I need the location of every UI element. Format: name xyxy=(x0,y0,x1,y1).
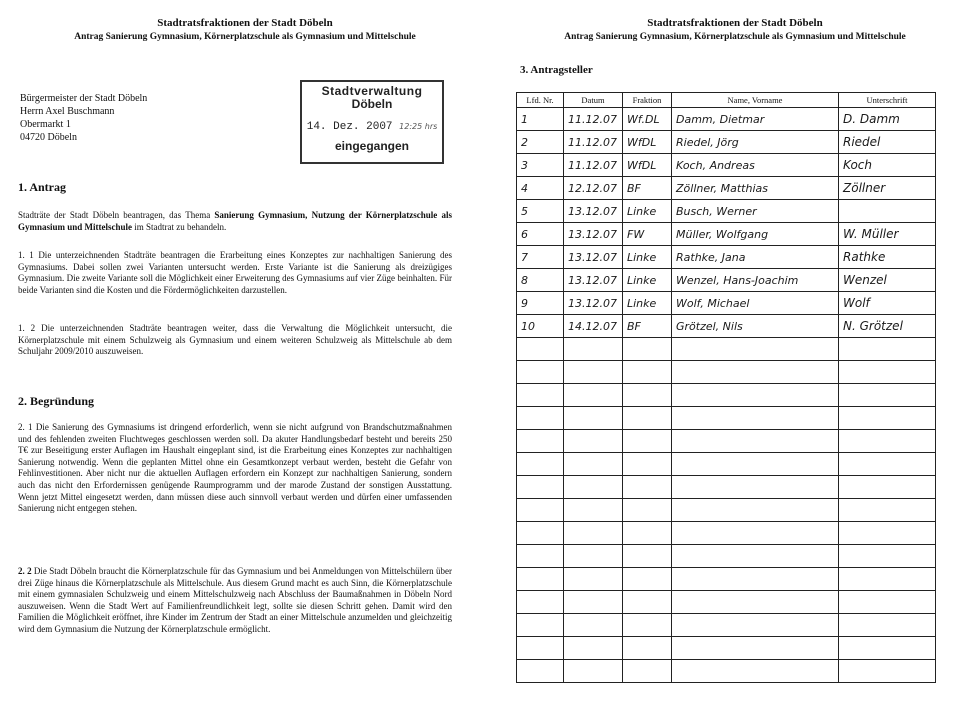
section3-title: 3. Antragsteller xyxy=(520,64,593,76)
cell-empty xyxy=(839,591,936,614)
table-row-empty xyxy=(517,660,936,683)
received-stamp xyxy=(300,80,444,164)
cell-signature: Riedel xyxy=(839,131,936,154)
cell-empty xyxy=(517,338,564,361)
header-subtitle: Antrag Sanierung Gymnasium, Körnerplatzschule als Gymnasium und Mittelschule xyxy=(74,32,416,42)
cell-datum: 11.12.07 xyxy=(564,154,623,177)
table-row-empty xyxy=(517,453,936,476)
table-row-empty xyxy=(517,430,936,453)
col-header-nr: Lfd. Nr. xyxy=(517,93,564,108)
cell-empty xyxy=(623,660,672,683)
cell-signature: D. Damm xyxy=(839,108,936,131)
cell-name: Damm, Dietmar xyxy=(672,108,839,131)
cell-empty xyxy=(623,568,672,591)
cell-datum: 12.12.07 xyxy=(564,177,623,200)
cell-empty xyxy=(672,614,839,637)
table-row-empty xyxy=(517,591,936,614)
cell-empty xyxy=(672,407,839,430)
cell-empty xyxy=(623,637,672,660)
col-header-fraktion: Fraktion xyxy=(623,93,672,108)
stamp-line2: Döbeln xyxy=(351,97,393,111)
table-row xyxy=(517,292,936,315)
cell-fraktion: Wf.DL xyxy=(623,108,672,131)
section2-title: 2. Begründung xyxy=(18,394,95,408)
cell-empty xyxy=(517,407,564,430)
cell-empty xyxy=(623,499,672,522)
cell-empty xyxy=(672,361,839,384)
cell-name: Wolf, Michael xyxy=(672,292,839,315)
cell-empty xyxy=(839,338,936,361)
cell-empty xyxy=(672,453,839,476)
cell-empty xyxy=(623,591,672,614)
cell-empty xyxy=(623,545,672,568)
cell-empty xyxy=(564,545,623,568)
cell-nr: 4 xyxy=(517,177,564,200)
cell-datum: 11.12.07 xyxy=(564,131,623,154)
cell-empty xyxy=(839,614,936,637)
recipient-address xyxy=(20,92,147,144)
stamp-date: 14. Dez. 2007 xyxy=(306,121,393,133)
cell-empty xyxy=(623,361,672,384)
header-subtitle-right: Antrag Sanierung Gymnasium, Körnerplatzschule als Gymnasium und Mittelschule xyxy=(564,32,906,42)
cell-nr: 7 xyxy=(517,246,564,269)
cell-empty xyxy=(564,407,623,430)
cell-fraktion: Linke xyxy=(623,292,672,315)
table-row-empty xyxy=(517,361,936,384)
cell-name: Rathke, Jana xyxy=(672,246,839,269)
cell-empty xyxy=(839,522,936,545)
cell-empty xyxy=(517,499,564,522)
recipient-line: Herrn Axel Buschmann xyxy=(20,106,115,117)
cell-empty xyxy=(839,453,936,476)
cell-empty xyxy=(517,660,564,683)
cell-empty xyxy=(564,361,623,384)
cell-empty xyxy=(623,476,672,499)
cell-empty xyxy=(672,338,839,361)
cell-datum: 11.12.07 xyxy=(564,108,623,131)
cell-empty xyxy=(564,499,623,522)
cell-datum: 14.12.07 xyxy=(564,315,623,338)
stamp-line1: Stadtverwaltung xyxy=(321,84,423,98)
cell-name: Müller, Wolfgang xyxy=(672,223,839,246)
cell-signature: W. Müller xyxy=(839,223,936,246)
cell-empty xyxy=(564,384,623,407)
paragraph-2-1: 2. 1 Die Sanierung des Gymnasiums ist dringend erforderlich, wenn sie nicht aufgrund von Brandschutzmaßnahmen und des fehlenden zweiten Fluchtweges geschlossen werden soll. Da akuter Handlungsbedarf besteht und bereits 250 T€ zur Beseitigung erster Auflagen im Haushalt eingeplant sind, ist die Erarbeitung eines Konzeptes zur nachhaltigen Sanierung notwendig. Wenn die geplanten Mittel ohne ein Gesamtkonzept verbaut werden, besteht die Gefahr von Fehlinvestitionen. Aber nicht nur die aktuellen Auflagen erfordern ein Konzept zur nachhaltigen Sanierung, sondern auch das nicht den Erfordernissen genügende Raumprogramm und der marode Zustand der sonstigen Ausstattung. Wenn jetzt Mittel eingesetzt werden, dann müssen diese auch sinnvoll verbaut werden und dürfen einer umfassenden Sanierung nicht entgegen stehen. xyxy=(18,422,452,514)
cell-datum: 13.12.07 xyxy=(564,223,623,246)
cell-empty xyxy=(839,660,936,683)
cell-empty xyxy=(623,384,672,407)
cell-signature: Wenzel xyxy=(839,269,936,292)
applicants-table-body xyxy=(517,108,936,683)
cell-nr: 9 xyxy=(517,292,564,315)
table-row xyxy=(517,269,936,292)
intro-text: Stadträte der Stadt Döbeln beantragen, das Thema xyxy=(18,210,215,220)
cell-empty xyxy=(623,338,672,361)
cell-empty xyxy=(517,476,564,499)
cell-empty xyxy=(564,338,623,361)
document-header xyxy=(0,17,490,42)
cell-empty xyxy=(623,453,672,476)
intro-bold-text: Sanierung Gymnasium, Nutzung der Körnerplatzschule als Gymnasium und Mittelschule xyxy=(18,210,452,232)
cell-empty xyxy=(672,430,839,453)
table-row xyxy=(517,154,936,177)
table-row-empty xyxy=(517,499,936,522)
table-row-empty xyxy=(517,476,936,499)
cell-empty xyxy=(564,430,623,453)
cell-empty xyxy=(517,453,564,476)
stamp-date-row xyxy=(302,121,442,133)
cell-name: Koch, Andreas xyxy=(672,154,839,177)
table-row-empty xyxy=(517,614,936,637)
paragraph-2-2 xyxy=(18,566,452,636)
intro-text-end: im Stadtrat zu behandeln. xyxy=(132,221,227,232)
cell-fraktion: WfDL xyxy=(623,131,672,154)
cell-empty xyxy=(672,384,839,407)
col-header-unterschrift: Unterschrift xyxy=(839,93,936,108)
table-row-empty xyxy=(517,384,936,407)
paragraph-2-2-number: 2. 2 xyxy=(18,566,32,576)
cell-fraktion: WfDL xyxy=(623,154,672,177)
cell-empty xyxy=(672,522,839,545)
cell-nr: 5 xyxy=(517,200,564,223)
recipient-line: Bürgermeister der Stadt Döbeln xyxy=(20,93,148,104)
stamp-handwritten-time: 12:25 hrs xyxy=(399,122,438,131)
table-row-empty xyxy=(517,545,936,568)
table-row xyxy=(517,246,936,269)
cell-empty xyxy=(564,453,623,476)
cell-datum: 13.12.07 xyxy=(564,269,623,292)
cell-nr: 6 xyxy=(517,223,564,246)
cell-empty xyxy=(839,476,936,499)
cell-empty xyxy=(672,637,839,660)
table-row-empty xyxy=(517,407,936,430)
cell-signature: Zöllner xyxy=(839,177,936,200)
cell-empty xyxy=(672,568,839,591)
cell-fraktion: FW xyxy=(623,223,672,246)
cell-empty xyxy=(672,591,839,614)
cell-empty xyxy=(517,384,564,407)
cell-datum: 13.12.07 xyxy=(564,200,623,223)
cell-empty xyxy=(564,476,623,499)
intro-paragraph xyxy=(18,210,452,233)
cell-name: Wenzel, Hans-Joachim xyxy=(672,269,839,292)
cell-empty xyxy=(839,568,936,591)
cell-empty xyxy=(517,361,564,384)
cell-empty xyxy=(564,614,623,637)
table-row xyxy=(517,200,936,223)
cell-empty xyxy=(623,407,672,430)
table-row-empty xyxy=(517,338,936,361)
section1-title: 1. Antrag xyxy=(18,180,66,194)
table-row-empty xyxy=(517,637,936,660)
table-row xyxy=(517,131,936,154)
paragraph-2-2-text: Die Stadt Döbeln braucht die Körnerplatzschule für das Gymnasium und bei Anmeldungen von Mittelschülern über drei Züge hinaus die Körnerplatzschule als Mittelschule. Aus diesem Grund macht es auch Sinn, die Körnerplatzschule mit einem gymnasialen Schulzweig und einem Mittelschulzweig nach Abschluss der Baumaßnahmen in Döbeln Nord auszuweisen. Wenn die Stadt Wert auf Familienfreundlichkeit legt, sollte sie diesen Schritt gehen. Damit wird den Familien die Möglichkeit eröffnet, ihre Kinder im Zentrum der Stadt an einer Mittelschule anzumelden und gleichzeitig wird dem Gymnasium die Nutzung der Körnerplatzschule ermöglicht. xyxy=(18,566,453,634)
cell-empty xyxy=(564,660,623,683)
cell-empty xyxy=(672,476,839,499)
cell-empty xyxy=(517,522,564,545)
cell-signature: N. Grötzel xyxy=(839,315,936,338)
applicants-table xyxy=(516,92,936,683)
cell-fraktion: Linke xyxy=(623,200,672,223)
col-header-name: Name, Vorname xyxy=(672,93,839,108)
cell-empty xyxy=(517,614,564,637)
cell-name: Grötzel, Nils xyxy=(672,315,839,338)
table-row xyxy=(517,108,936,131)
table-row xyxy=(517,315,936,338)
cell-empty xyxy=(672,545,839,568)
cell-empty xyxy=(564,522,623,545)
cell-empty xyxy=(623,430,672,453)
cell-empty xyxy=(564,637,623,660)
stamp-status: eingegangen xyxy=(334,139,409,153)
cell-empty xyxy=(839,361,936,384)
cell-nr: 2 xyxy=(517,131,564,154)
cell-empty xyxy=(517,430,564,453)
recipient-line: Obermarkt 1 xyxy=(20,119,71,130)
cell-empty xyxy=(839,499,936,522)
cell-nr: 3 xyxy=(517,154,564,177)
cell-datum: 13.12.07 xyxy=(564,246,623,269)
table-row-empty xyxy=(517,522,936,545)
recipient-line: 04720 Döbeln xyxy=(20,132,77,143)
header-title: Stadtratsfraktionen der Stadt Döbeln xyxy=(157,17,333,29)
cell-empty xyxy=(517,591,564,614)
cell-empty xyxy=(564,591,623,614)
table-row xyxy=(517,223,936,246)
cell-name: Riedel, Jörg xyxy=(672,131,839,154)
cell-empty xyxy=(623,614,672,637)
cell-empty xyxy=(672,660,839,683)
page-right xyxy=(490,0,980,720)
paragraph-1-2: 1. 2 Die unterzeichnenden Stadträte beantragen weiter, dass die Verwaltung die Möglichkeit untersucht, die Körnerplatzschule mit einem Schulzweig als Gymnasium und einem weiteren Schulzweig als Mittelschule ab dem Schuljahr 2009/2010 auszuweisen. xyxy=(18,323,452,357)
col-header-datum: Datum xyxy=(564,93,623,108)
cell-signature: Rathke xyxy=(839,246,936,269)
cell-nr: 1 xyxy=(517,108,564,131)
cell-fraktion: BF xyxy=(623,315,672,338)
cell-signature: Koch xyxy=(839,154,936,177)
cell-fraktion: Linke xyxy=(623,246,672,269)
cell-nr: 8 xyxy=(517,269,564,292)
cell-empty xyxy=(839,384,936,407)
cell-empty xyxy=(839,545,936,568)
cell-fraktion: BF xyxy=(623,177,672,200)
cell-empty xyxy=(839,637,936,660)
header-title-right: Stadtratsfraktionen der Stadt Döbeln xyxy=(647,17,823,29)
table-header-row xyxy=(517,93,936,108)
cell-empty xyxy=(839,430,936,453)
cell-name: Zöllner, Matthias xyxy=(672,177,839,200)
cell-signature: Wolf xyxy=(839,292,936,315)
cell-empty xyxy=(517,568,564,591)
cell-signature xyxy=(839,200,936,223)
cell-name: Busch, Werner xyxy=(672,200,839,223)
document-header-right xyxy=(490,17,980,42)
cell-datum: 13.12.07 xyxy=(564,292,623,315)
cell-empty xyxy=(564,568,623,591)
cell-empty xyxy=(517,637,564,660)
cell-fraktion: Linke xyxy=(623,269,672,292)
paragraph-1-1: 1. 1 Die unterzeichnenden Stadträte beantragen die Erarbeitung eines Konzeptes zur nachhaltigen Sanierung des Gymnasiums. Dabei sollen zwei Varianten untersucht werden. Erste Variante ist die Sanierung als dreizügiges Gymnasium. Die zweite Variante soll die Möglichkeit einer Erweiterung des Gymnasiums auf vier Züge beinhalten. Für beide Varianten sind die Kosten und die Fördermöglichkeiten darzustellen. xyxy=(18,250,452,295)
cell-empty xyxy=(517,545,564,568)
cell-empty xyxy=(839,407,936,430)
table-row xyxy=(517,177,936,200)
cell-empty xyxy=(623,522,672,545)
cell-empty xyxy=(672,499,839,522)
cell-nr: 10 xyxy=(517,315,564,338)
table-row-empty xyxy=(517,568,936,591)
